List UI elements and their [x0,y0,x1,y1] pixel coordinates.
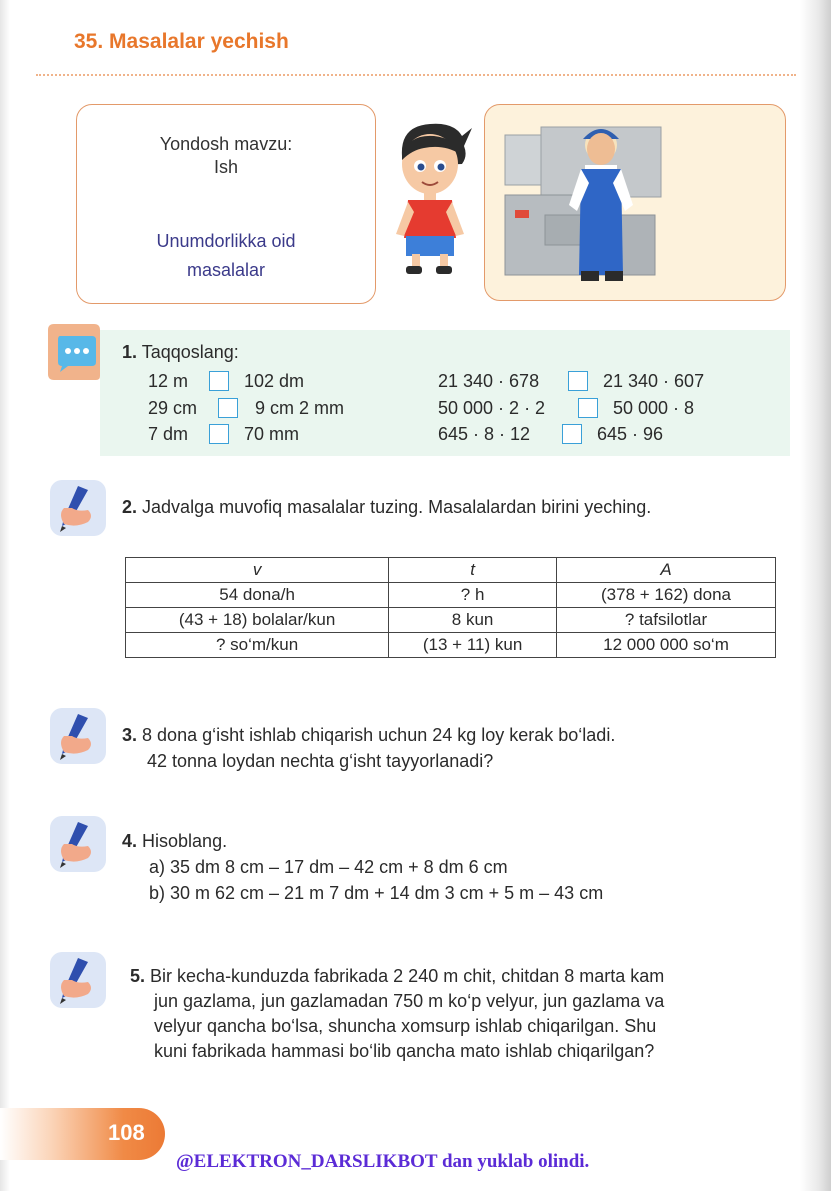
task4-text: Hisoblang. [142,831,228,851]
task1-right-row1 [438,371,539,392]
page-number: 108 [108,1120,145,1145]
task1-number: 1. [122,342,138,362]
table-cell: ? h [389,583,557,608]
task5-line1-row [130,964,664,989]
chat-bubble-icon [44,322,104,382]
table-cell: (43 + 18) bolalar/kun [126,608,389,633]
watermark-text: @ELEKTRON_DARSLIKBOT dan yuklab olindi. [176,1151,590,1172]
table-row [126,608,776,633]
task1-right-row2 [438,398,545,419]
task3-number: 3. [122,725,138,745]
topic-heading [77,133,375,179]
pencil-hand-icon [48,478,108,538]
table-cell: 12 000 000 so‘m [557,633,776,658]
task2-header [122,497,651,518]
task3-text1: 8 dona g‘isht ishlab chiqarish uchun 24 kg loy kerak bo‘ladi. [142,725,616,745]
pencil-hand-icon [48,950,108,1010]
task1-header [122,342,239,363]
compare-left-value: 7 dm [148,424,189,444]
compare-box[interactable] [568,371,588,391]
table-cell: (13 + 11) kun [389,633,557,658]
topic-subtitle [77,227,375,285]
task5-line1: Bir kecha-kunduzda fabrikada 2 240 m chit, chitdan 8 marta kam [150,966,665,986]
task1-right-row3 [438,424,530,445]
task5-line3: velyur qancha bo‘lsa, shuncha xomsurp ishlab chiqarilgan. Shu [154,1016,657,1036]
table-cell: (378 + 162) dona [557,583,776,608]
task1-left-row1 [148,371,188,392]
compare-left-value: 12 m [148,371,189,391]
topic-sub1: Unumdorlikka oid [156,231,296,251]
table-row [126,583,776,608]
compare-right-value: 70 mm [244,424,300,444]
task5-number: 5. [130,966,146,986]
task1-right-row2-b [613,398,694,419]
task1-left-row3-b [244,424,299,445]
lesson-number: 35. [74,30,104,53]
table-header-row [126,558,776,583]
table-header-cell: v [126,558,389,583]
table-header-cell: t [389,558,557,583]
table-cell: ? so‘m/kun [126,633,389,658]
table-row [126,633,776,658]
table-cell: 8 kun [389,608,557,633]
task2-table [125,557,776,658]
compare-right-value: 21 340 · 607 [603,371,705,391]
compare-right-value: 9 cm 2 mm [255,398,345,418]
task2-number: 2. [122,497,138,517]
compare-box[interactable] [218,398,238,418]
compare-box[interactable] [209,371,229,391]
compare-box[interactable] [209,424,229,444]
compare-left-value: 21 340 · 678 [438,371,540,391]
task1-right-row3-b [597,424,663,445]
compare-right-value: 50 000 · 8 [613,398,695,418]
compare-right-value: 102 dm [244,371,305,391]
task3-line1 [122,722,615,748]
topic-box [76,104,376,304]
task5-line4: kuni fabrikada hammasi bo‘lib qancha mato ishlab chiqarilgan? [154,1041,655,1061]
page-left-shadow [0,0,10,1191]
table-cell: 54 dona/h [126,583,389,608]
lesson-title [74,30,289,54]
topic-line2: Ish [213,157,238,177]
task1-left-row2-b [255,398,344,419]
task5-line2: jun gazlama, jun gazlamadan 750 m ko‘p velyur, jun gazlama va [154,991,665,1011]
pencil-hand-icon [48,706,108,766]
task4-header [122,828,603,854]
compare-left-value: 645 · 8 · 12 [438,424,531,444]
task1-text: Taqqoslang: [141,342,239,362]
compare-box[interactable] [562,424,582,444]
task4-number: 4. [122,831,138,851]
table-cell: ? tafsilotlar [557,608,776,633]
compare-left-value: 50 000 · 2 · 2 [438,398,546,418]
compare-right-value: 645 · 96 [597,424,664,444]
worker-photo [484,104,786,301]
table-header-cell: A [557,558,776,583]
factory-worker-illustration [485,105,785,300]
task2-text: Jadvalga muvofiq masalalar tuzing. Masalalardan birini yeching. [142,497,652,517]
topic-line1: Yondosh mavzu: [159,134,293,154]
compare-left-value: 29 cm [148,398,198,418]
pencil-hand-icon [48,814,108,874]
page-right-shadow [800,0,831,1191]
task1-left-row3 [148,424,188,445]
title-divider [36,74,796,76]
task1-left-row2 [148,398,197,419]
task4-block [122,828,603,906]
topic-sub2: masalalar [186,260,266,280]
task3-block [122,722,615,774]
task4-item-a: a) 35 dm 8 cm – 17 dm – 42 cm + 8 dm 6 cm [149,857,508,877]
task1-right-row1-b [603,371,704,392]
task5-block [130,964,664,1064]
boy-illustration [384,116,476,278]
task4-item-b: b) 30 m 62 cm – 21 m 7 dm + 14 dm 3 cm + 5 m – 43 cm [149,883,604,903]
compare-box[interactable] [578,398,598,418]
lesson-title-text: Masalalar yechish [109,30,289,53]
task3-text2: 42 tonna loydan nechta g‘isht tayyorlanadi? [147,751,494,771]
task1-left-row1-b [244,371,304,392]
